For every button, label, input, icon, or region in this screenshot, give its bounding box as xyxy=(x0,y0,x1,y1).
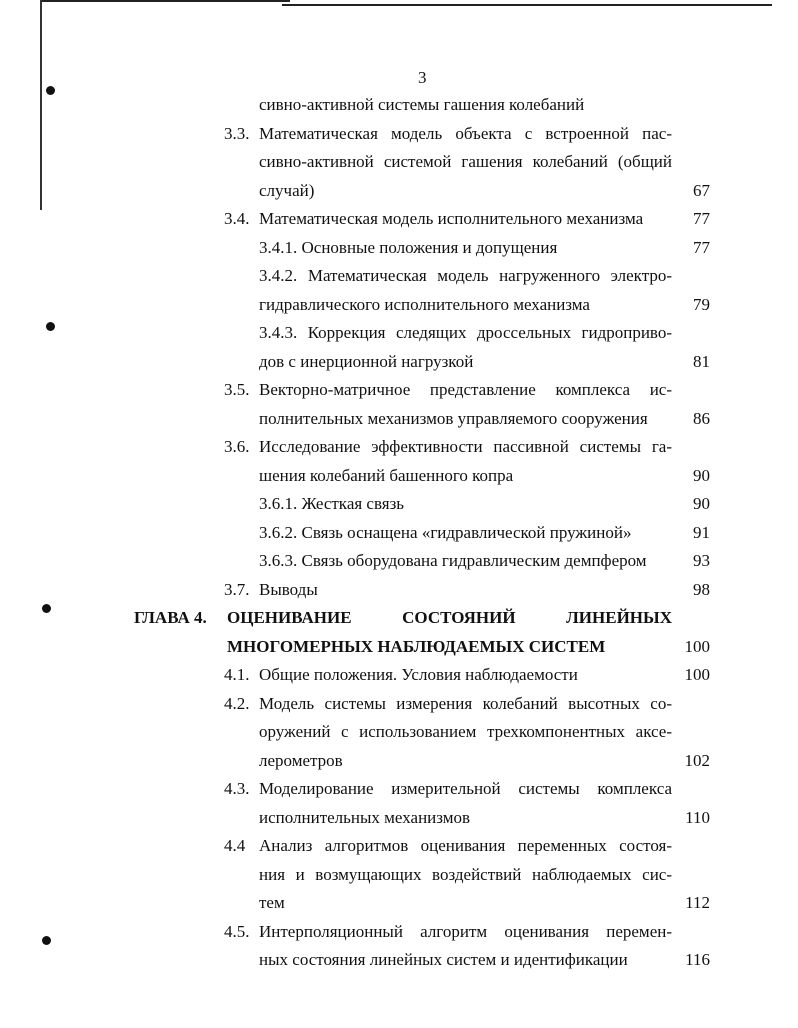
toc-entry-number: 4.3. xyxy=(224,779,250,798)
toc-entry-text: гидравлического исполнительного механизма xyxy=(259,294,590,314)
binding-hole-icon xyxy=(42,604,51,613)
toc-entry-number: 3.5. xyxy=(224,380,250,399)
scan-top-rule-right xyxy=(282,4,772,6)
toc-entry-number: 4.4 xyxy=(224,836,246,855)
binding-hole-icon xyxy=(46,322,55,331)
toc-entry-number: 3.4. xyxy=(224,209,250,228)
toc-entry-page: 100 xyxy=(684,636,710,656)
toc-entry-number: 3.7. xyxy=(224,579,250,599)
toc-entry-text: Модель системы измерения колебаний высотных со- xyxy=(259,693,672,713)
toc-entry-text: лерометров xyxy=(259,750,343,770)
toc-entry-page: 81 xyxy=(693,351,710,371)
toc-entry-text: Математическая модель исполнительного механизма xyxy=(259,209,644,228)
toc-entry-page: 90 xyxy=(693,494,710,513)
toc-entry-page: 112 xyxy=(685,893,710,912)
toc-entry-text: тем xyxy=(259,893,285,912)
page-number: 3 xyxy=(418,68,427,87)
toc-entry-text: сивно-активной системы гашения колебаний xyxy=(259,95,585,114)
toc-entry-text: шения колебаний башенного копра xyxy=(259,465,514,485)
toc-entry-text: 3.6.3. Связь оборудована гидравлическим демпфером xyxy=(259,551,647,570)
toc-entry-number: 3.3. xyxy=(224,123,250,143)
toc-entry-text: ОЦЕНИВАНИЕ СОСТОЯНИЙ ЛИНЕЙНЫХ xyxy=(227,608,672,627)
toc-entry-text: Исследование эффективности пассивной системы га- xyxy=(259,437,672,456)
toc-entry-text: Анализ алгоритмов оценивания переменных состоя- xyxy=(259,836,672,855)
toc-entry-text: дов с инерционной нагрузкой xyxy=(259,351,474,371)
toc-entry-number: 4.2. xyxy=(224,693,250,713)
scan-left-margin-line xyxy=(40,0,42,210)
toc-entry-page: 98 xyxy=(693,579,710,599)
toc-entry-text: 3.6.1. Жесткая связь xyxy=(259,494,405,513)
toc-entry-text: случай) xyxy=(259,180,315,200)
toc-entry-number: ГЛАВА 4. xyxy=(134,608,207,627)
toc-entry-page: 91 xyxy=(693,522,710,542)
toc-entry-text: ния и возмущающих воздействий наблюдаемых сис- xyxy=(259,864,672,884)
toc-entry-page: 102 xyxy=(684,750,710,770)
toc-entry-text: Моделирование измерительной системы комплекса xyxy=(259,779,672,798)
binding-hole-icon xyxy=(42,936,51,945)
toc-entry-text: 3.4.1. Основные положения и допущения xyxy=(259,237,558,257)
toc-entry-page: 86 xyxy=(693,408,710,428)
toc-entry-number: 3.6. xyxy=(224,437,250,456)
toc-entry-text: 3.4.2. Математическая модель нагруженного электро- xyxy=(259,266,672,285)
toc-entry-page: 110 xyxy=(685,807,710,827)
toc-entry-number: 4.1. xyxy=(224,665,250,684)
toc-entry-text: полнительных механизмов управляемого сооружения xyxy=(259,408,648,428)
binding-hole-icon xyxy=(46,86,55,95)
toc-entry-page: 77 xyxy=(693,209,710,228)
toc-entry-text: 3.4.3. Коррекция следящих дроссельных гидроприво- xyxy=(259,323,672,342)
toc-entry-text: ных состояния линейных систем и идентификации xyxy=(259,950,628,969)
toc-entry-text: оружений с использованием трехкомпонентных аксе- xyxy=(259,722,672,741)
toc-entry-number: 4.5. xyxy=(224,921,250,941)
toc-entry-text: сивно-активной системой гашения колебаний (общий xyxy=(259,152,672,171)
toc-entry-text: 3.6.2. Связь оснащена «гидравлической пружиной» xyxy=(259,522,632,542)
toc-entry-text: Математическая модель объекта с встроенной пас- xyxy=(259,123,672,143)
toc-entry-page: 90 xyxy=(693,465,710,485)
toc-entry-text: Выводы xyxy=(259,579,318,599)
scan-top-rule-left xyxy=(40,0,290,2)
toc-entry-text: Векторно-матричное представление комплекса ис- xyxy=(259,380,672,399)
toc-entry-text: исполнительных механизмов xyxy=(259,807,471,827)
toc-entry-page: 93 xyxy=(693,551,710,570)
toc-entry-page: 79 xyxy=(693,294,710,314)
toc-entry-page: 67 xyxy=(693,180,710,200)
toc-entry-page: 116 xyxy=(685,950,710,969)
toc-entry-text: МНОГОМЕРНЫХ НАБЛЮДАЕМЫХ СИСТЕМ xyxy=(227,636,606,656)
toc-entry-text: Общие положения. Условия наблюдаемости xyxy=(259,665,578,684)
toc-entry-page: 100 xyxy=(684,665,710,684)
toc-entry-page: 77 xyxy=(693,237,710,257)
toc-entry-text: Интерполяционный алгоритм оценивания перемен- xyxy=(259,921,672,941)
